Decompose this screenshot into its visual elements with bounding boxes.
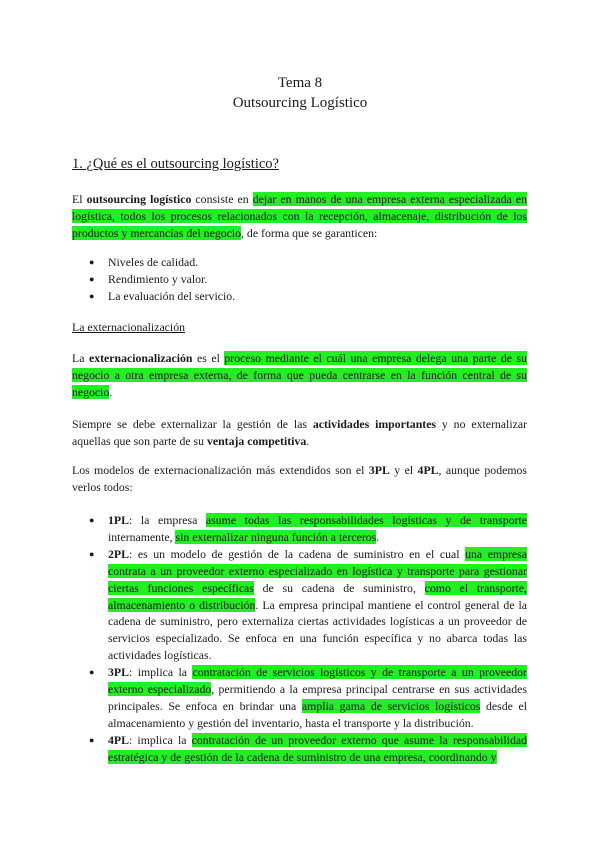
highlight: sin externalizar ninguna función a terceros [175,529,377,544]
document-title [0,73,600,113]
intro-paragraph: El outsourcing logístico consiste en dejar en manos de una empresa externa especializada en logística, todos los procesos relacionados con la recepción, almacenaje, distribución de los productos y mercancías del negocio, de forma que se garanticen: [72,192,527,240]
list-item: ● La evaluación del servicio. [72,288,527,305]
highlight: proceso mediante el cuál una empresa delega una parte de su negocio a otra empresa externa, de forma que pueda centrarse en la función central de su negocio [72,351,527,399]
section-heading: 1. ¿Qué es el outsourcing logístico? [72,156,279,172]
tema-subject: Outsourcing Logístico [232,95,368,111]
highlight: dejar en manos de una empresa externa especializada en logística, todos los procesos relacionados con la recepción, almacenaje, distribución de los productos y mercancías del negocio [72,192,527,240]
model-1pl: ● 1PL: la empresa asume todas las responsabilidades logísticas y de transporte internamente, sin externalizar ninguna función a terceros. [72,512,527,546]
highlight: amplia gama de servicios logísticos [301,698,481,713]
highlight: una empresa contrata a un proveedor externo especializado en logística y transporte para gestionar ciertas funciones específicas [108,546,527,595]
model-2pl: ● 2PL: es un modelo de gestión de la cadena de suministro en el cual una empresa contrata a un proveedor externo especializado en logística y transporte para gestionar ciertas funciones específicas de su cadena de suministro, como el transporte, almacenamiento o distribución. La empresa principal mantiene el control general de la cadena de suministro, pero externaliza ciertas actividades logísticas a un proveedor de servicios especializado. Se enfoca en una función específica y no abarca todas las actividades logísticas. [72,546,527,664]
highlight: contratación de un proveedor externo que asume la responsabilidad estratégica y de gestión de la cadena de suministro de una empresa, coordinando y [108,732,527,764]
guarantees-list [72,254,527,305]
highlight: contratación de servicios logísticos y de transporte a un proveedor externo especializado [108,665,527,697]
siempre-paragraph: Siempre se debe externalizar la gestión de las actividades importantes y no externalizar aquellas que son parte de su ventaja competitiva. [72,417,527,448]
highlight: asume todas las responsabilidades logísticas y de transporte [205,513,527,527]
list-item: ● Niveles de calidad. [72,254,527,271]
subsection-heading: La externacionalización [72,320,185,334]
highlight: como el transporte, almacenamiento o distribución [108,580,527,612]
model-3pl: ● 3PL: implica la contratación de servicios logísticos y de transporte a un proveedor externo especializado, permitiendo a la empresa principal centrarse en sus actividades principales. Se enfoca en brindar una amplia gama de servicios logísticos desde el almacenamiento y gestión del inventario, hasta el transporte y la distribución. [72,664,527,732]
model-4pl: ● 4PL: implica la contratación de un proveedor externo que asume la responsabilidad estratégica y de gestión de la cadena de suministro de una empresa, coordinando y [72,732,527,766]
list-item: ● Rendimiento y valor. [72,271,527,288]
models-intro-paragraph: Los modelos de externacionalización más extendidos son el 3PL y el 4PL, aunque podemos verlos todos: [72,463,528,494]
tema-number: Tema 8 [277,75,323,91]
models-list [72,512,527,766]
definition-paragraph: La externacionalización es el proceso mediante el cuál una empresa delega una parte de su negocio a otra empresa externa, de forma que pueda centrarse en la función central de su negocio. [72,351,527,399]
